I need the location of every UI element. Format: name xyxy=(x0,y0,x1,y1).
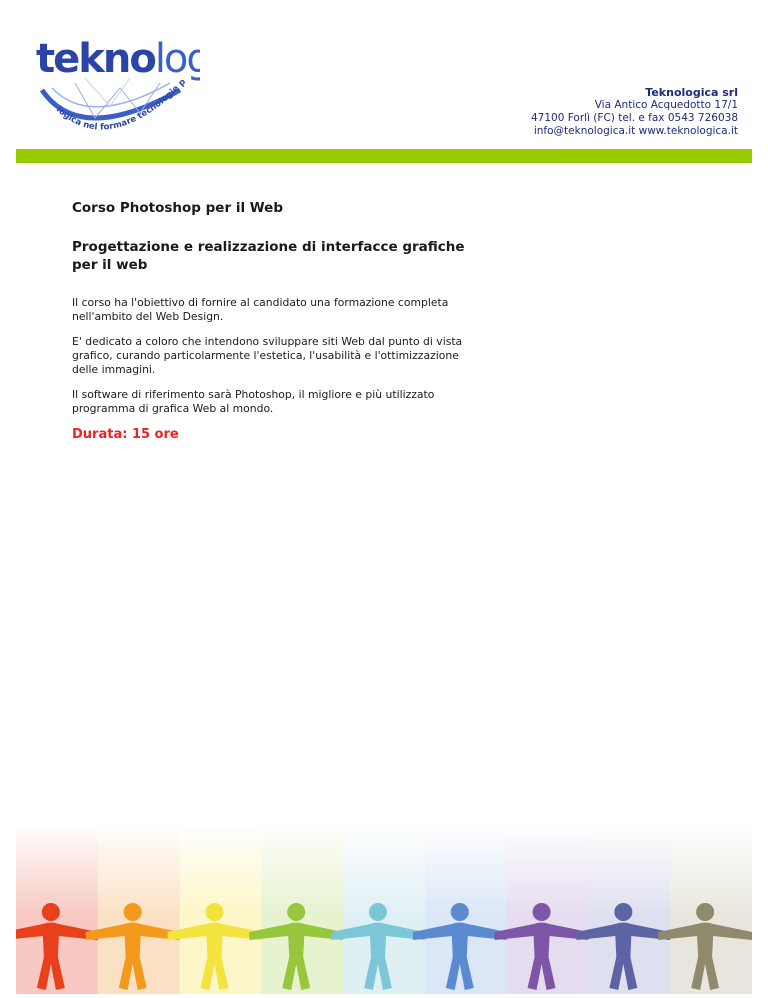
people-chain-graphic xyxy=(16,822,752,994)
company-info xyxy=(531,86,738,138)
teknologica-logo xyxy=(30,28,200,148)
course-description xyxy=(72,200,482,442)
header-divider-bar xyxy=(16,149,752,163)
logo-wordmark: teknolog xyxy=(36,36,200,82)
logo-graphic xyxy=(30,28,200,148)
company-contacts: info@teknologica.it www.teknologica.it xyxy=(533,125,738,137)
people-chain-illustration xyxy=(16,822,752,994)
course-duration: Durata: 15 ore xyxy=(72,427,179,442)
paragraph-audience: E' dedicato a coloro che intendono sviluppare siti Web dal punto di vista grafico, curando particolarmente l'estetica, l'usabilità e l'ottimizzazione delle immagini. xyxy=(72,335,463,376)
company-address-line2: 47100 Forlì (FC) tel. e fax 0543 726038 xyxy=(530,112,738,124)
company-name: Teknologica srl xyxy=(645,86,738,99)
paragraph-objective: Il corso ha l'obiettivo di fornire al candidato una formazione completa nell'ambito del Web Design. xyxy=(72,296,449,323)
course-subtitle: Progettazione e realizzazione di interfacce grafiche per il web xyxy=(72,239,465,273)
logo-tagline: logica nel formare tecnologie p xyxy=(54,77,189,133)
company-address-line1: Via Antico Acquedotto 17/1 xyxy=(594,99,738,111)
course-title: Corso Photoshop per il Web xyxy=(72,200,284,216)
paragraph-software: Il software di riferimento sarà Photoshop, il migliore e più utilizzato programma di grafica Web al mondo. xyxy=(72,388,435,415)
